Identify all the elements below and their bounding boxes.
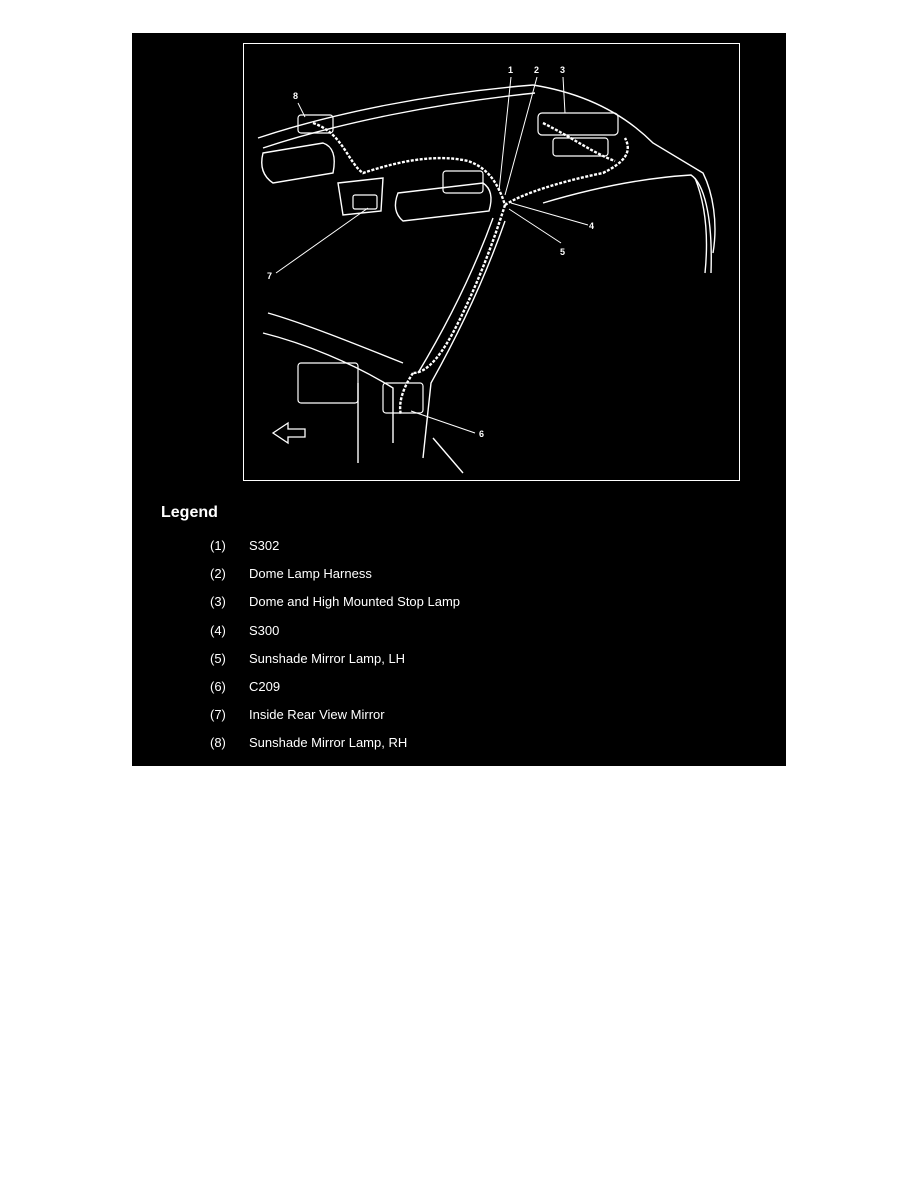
legend-number: (3) bbox=[210, 594, 226, 610]
legend-item bbox=[210, 707, 460, 735]
figure-panel bbox=[132, 33, 786, 766]
legend-item bbox=[210, 594, 460, 622]
callout-3: 3 bbox=[560, 65, 566, 75]
legend-label: Inside Rear View Mirror bbox=[249, 707, 385, 723]
legend-label: Dome and High Mounted Stop Lamp bbox=[249, 594, 461, 610]
legend-label: Sunshade Mirror Lamp, LH bbox=[249, 650, 406, 666]
legend-label: C209 bbox=[249, 678, 281, 694]
legend-label: Sunshade Mirror Lamp, RH bbox=[249, 735, 408, 751]
callout-2: 2 bbox=[534, 65, 540, 75]
legend-label: S300 bbox=[249, 622, 280, 638]
diagram-frame bbox=[244, 44, 740, 481]
legend-number: (8) bbox=[210, 735, 226, 751]
legend-number: (7) bbox=[210, 707, 226, 723]
legend-label: S302 bbox=[249, 538, 280, 553]
legend-item bbox=[210, 566, 460, 594]
callout-7: 7 bbox=[267, 271, 273, 281]
callout-4: 4 bbox=[589, 221, 595, 231]
callout-8: 8 bbox=[293, 91, 299, 101]
legend-number: (4) bbox=[210, 622, 226, 638]
legend-number: (5) bbox=[210, 650, 226, 666]
legend-number: (6) bbox=[210, 678, 226, 694]
legend-item bbox=[210, 538, 460, 566]
wiring-illustration bbox=[243, 43, 740, 481]
legend-item bbox=[210, 679, 460, 707]
callout-6: 6 bbox=[479, 429, 485, 439]
legend-title: Legend bbox=[161, 504, 218, 521]
wiring-diagram bbox=[243, 43, 740, 481]
legend-item bbox=[210, 735, 460, 763]
legend-item bbox=[210, 651, 460, 679]
legend-number: (2) bbox=[210, 566, 226, 582]
callout-1: 1 bbox=[508, 65, 514, 75]
legend-number: (1) bbox=[210, 538, 226, 553]
legend-label: Dome Lamp Harness bbox=[249, 566, 372, 582]
legend-item bbox=[210, 623, 460, 651]
callout-5: 5 bbox=[560, 247, 566, 257]
legend-list bbox=[210, 538, 460, 764]
